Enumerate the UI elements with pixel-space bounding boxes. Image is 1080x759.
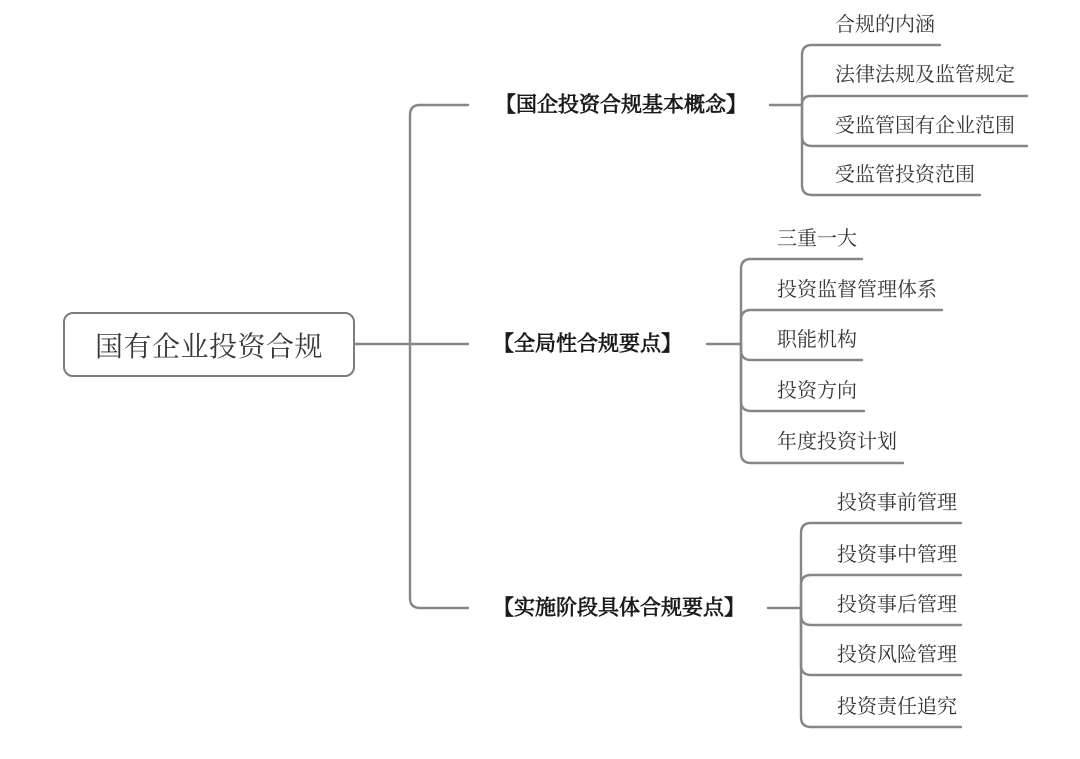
branch-2-child-5[interactable]: 年度投资计划 <box>777 431 897 453</box>
branch-1-child-4[interactable]: 受监管投资范围 <box>835 164 975 186</box>
branch-1-child-1[interactable]: 合规的内涵 <box>835 14 935 36</box>
root-node[interactable] <box>63 312 355 377</box>
branch-3-child-2[interactable]: 投资事中管理 <box>837 544 957 566</box>
branch-2-child-4[interactable]: 投资方向 <box>777 380 857 402</box>
branch-3-child-1[interactable]: 投资事前管理 <box>837 492 957 514</box>
root-node-label: 国有企业投资合规 <box>94 330 323 362</box>
trunk-bracket-line <box>410 105 468 608</box>
branch-3-child-5[interactable]: 投资责任追究 <box>837 696 957 718</box>
branch-3-node[interactable]: 【实施阶段具体合规要点】 <box>493 596 745 620</box>
branch-1-node[interactable]: 【国企投资合规基本概念】 <box>495 93 747 117</box>
branch-3-child-3[interactable]: 投资事后管理 <box>837 594 957 616</box>
branch-2-child-1[interactable]: 三重一大 <box>777 228 857 250</box>
branch-3-child-4[interactable]: 投资风险管理 <box>837 644 957 666</box>
branch-1-child-2-line <box>802 96 1027 105</box>
branch-2-child-2[interactable]: 投资监督管理体系 <box>777 279 937 301</box>
branch-1-child-3[interactable]: 受监管国有企业范围 <box>835 115 1015 137</box>
branch-2-node[interactable]: 【全局性合规要点】 <box>493 332 682 356</box>
branch-1-child-2[interactable]: 法律法规及监管规定 <box>835 64 1015 86</box>
branch-2-child-3[interactable]: 职能机构 <box>777 329 857 351</box>
